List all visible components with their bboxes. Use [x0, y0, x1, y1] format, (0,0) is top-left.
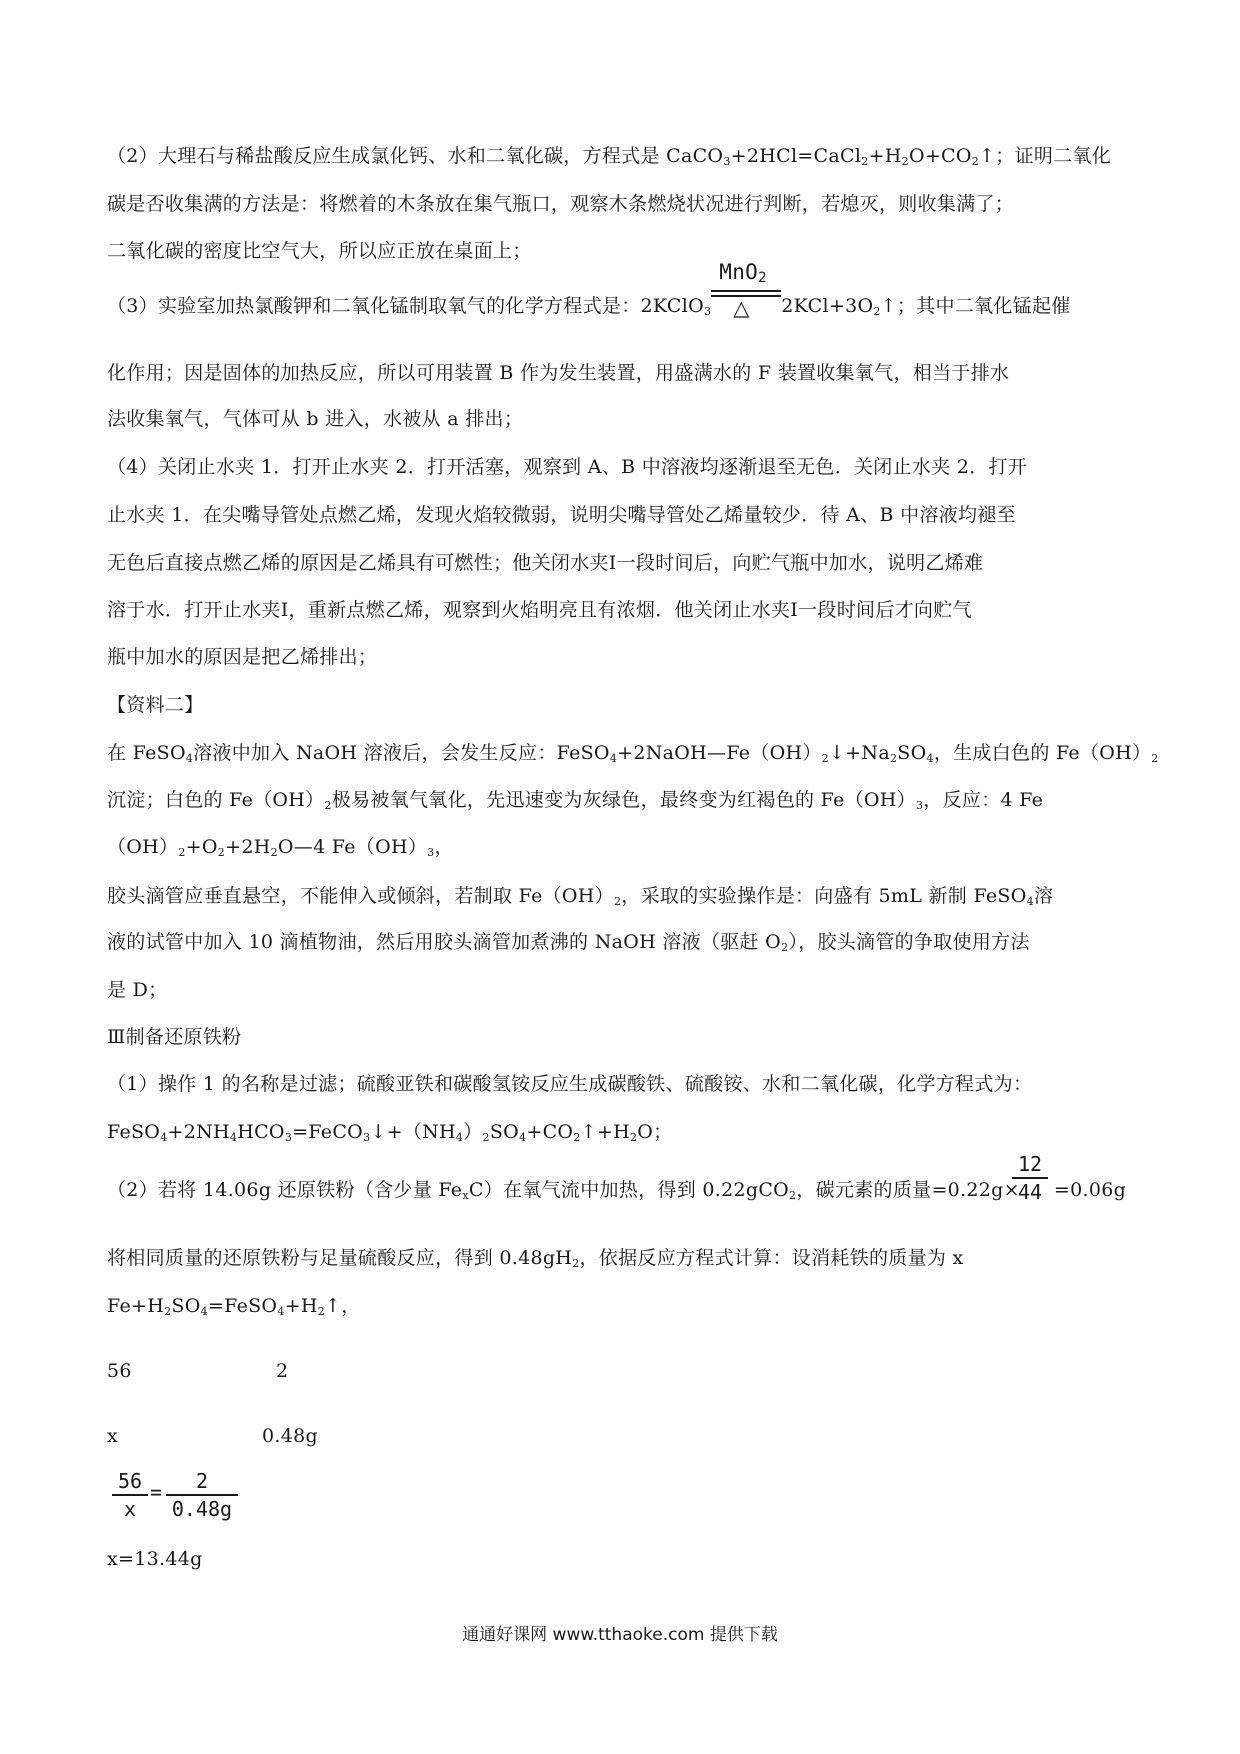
para-4-line-1: （4）关闭止水夹 1．打开止水夹 2．打开活塞，观察到 A、B 中溶液均逐渐退至无色．关闭止水夹 2．打开 — [107, 456, 1028, 478]
fraction-denominator: 44 — [1017, 1180, 1043, 1204]
ratio-row-1-right: 2 — [276, 1360, 289, 1382]
para-2-line-2: 碳是否收集满的方法是：将燃着的木条放在集气瓶口，观察木条燃烧状况进行判断，若熄灭，则收集满了； — [107, 193, 1015, 215]
fraction-equals-sign: = — [150, 1480, 163, 1504]
reaction-condition — [711, 260, 781, 320]
section-3-q2: （2）若将 14.06g 还原铁粉（含少量 $Fe_xC$）在氧气流中加热，得到 0.22gCO$_2$，碳元素的质量=0.22g× =0.06g — [107, 1179, 1127, 1202]
para-4-line-3: 无色后直接点燃乙烯的原因是乙烯具有可燃性；他关闭水夹Ⅰ一段时间后，向贮气瓶中加水，说明乙烯难 — [107, 552, 984, 574]
ref2-line-4: 胶头滴管应垂直悬空，不能伸入或倾斜，若制取 $Fe(OH)_2$，采取的实验操作是：向盛有 5mL 新制 FeSO$_4$溶 — [107, 885, 1054, 908]
para-4-line-2: 止水夹 1．在尖嘴导管处点燃乙烯，发现火焰较微弱，说明尖嘴导管处乙烯量较少．待 A、B 中溶液均褪至 — [107, 504, 1016, 526]
ref2-line-3: $(OH)_2+O_2+2H_2O—4$ $Fe(OH)_3$， — [107, 836, 454, 859]
final-answer: x=13.44g — [107, 1548, 203, 1570]
ref2-line-2: 沉淀；白色的 $Fe(OH)_2$极易被氧气氧化，先迅速变为灰绿色，最终变为红褐色的 $Fe(OH)_3$，反应：4 Fe — [107, 789, 1044, 812]
fraction-2-over-048g: 2 0.48g — [166, 1469, 238, 1521]
ref2-line-5: 液的试管中加入 10 滴植物油，然后用胶头滴管加煮沸的 NaOH 溶液（驱赶 $O_2$），胶头滴管的争取使用方法 — [107, 931, 1030, 954]
section-3-equation-2: $Fe+H_2SO_4=FeSO_4+H_2↑$， — [107, 1295, 361, 1318]
page-footer: 通通好课网 www.tthaoke.com 提供下载 — [462, 1625, 778, 1645]
ratio-row-1-left: 56 — [107, 1360, 132, 1382]
para-2-line-1: （2）大理石与稀盐酸反应生成氯化钙、水和二氧化碳，方程式是 $CaCO_3+2HCl=CaCl_2+H_2O+CO_2↑$；证明二氧化 — [107, 145, 1112, 168]
para-3-line-1: （3）实验室加热氯酸钾和二氧化锰制取氧气的化学方程式是：2KClO$_3$ MnO$_2$ △ $2KCl+3O_2↑$；其中二氧化锰起催 — [107, 260, 1071, 320]
catalyst-label: MnO$_2$ — [719, 260, 767, 286]
fraction-56-over-x: 56 x — [112, 1469, 148, 1521]
heat-symbol: △ — [733, 296, 750, 320]
fraction-bar — [1012, 1177, 1048, 1179]
section-3-equation-1: $FeSO_4+2NH_4HCO_3=FeCO_3↓+(NH_4)_2SO_4+CO_2↑+H_2O$； — [107, 1121, 673, 1144]
section-3-title: Ⅲ制备还原铁粉 — [107, 1026, 242, 1048]
para-4-line-4: 溶于水．打开止水夹Ⅰ，重新点燃乙烯，观察到火焰明亮且有浓烟．他关闭止水夹Ⅰ一段时间后才向贮气 — [107, 599, 972, 621]
ref2-line-6: 是 D； — [107, 979, 168, 1001]
fraction-numerator: 12 — [1017, 1152, 1043, 1176]
para-2-line-3: 二氧化碳的密度比空气大，所以应正放在桌面上； — [107, 240, 532, 262]
ref2-line-1: 在 FeSO$_4$溶液中加入 NaOH 溶液后，会发生反应：$FeSO_4+2NaOH—Fe(OH)_2↓+Na_2SO_4$，生成白色的 $Fe(OH)_2$ — [107, 742, 1159, 765]
fraction-12-over-44 — [1012, 1152, 1048, 1204]
para-4-line-5: 瓶中加水的原因是把乙烯排出； — [107, 646, 378, 668]
section-3-q1: （1）操作 1 的名称是过滤；硫酸亚铁和碳酸氢铵反应生成碳酸铁、硫酸铵、水和二氧化碳，化学方程式为： — [107, 1073, 1033, 1095]
section-3-q3: 将相同质量的还原铁粉与足量硫酸反应，得到 $0.48gH_2$，依据反应方程式计算：设消耗铁的质量为 x — [107, 1247, 964, 1270]
para-3-line-2: 化作用；因是固体的加热反应，所以可用装置 B 作为发生装置，用盛满水的 F 装置收集氧气，相当于排水 — [107, 362, 1010, 384]
ref2-heading: 【资料二】 — [107, 694, 204, 716]
para-3-line-3: 法收集氧气，气体可从 b 进入，水被从 a 排出； — [107, 408, 524, 430]
ratio-row-2-left: x — [107, 1425, 119, 1447]
ratio-row-2-right: 0.48g — [262, 1425, 318, 1447]
